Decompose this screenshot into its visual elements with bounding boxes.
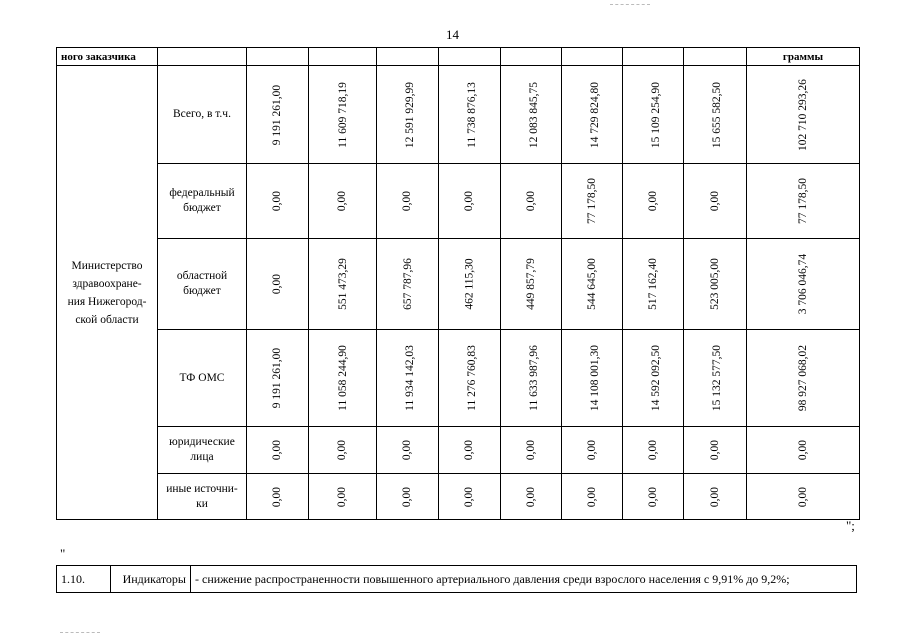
value-cell xyxy=(439,474,501,520)
value-text: 14 108 001,30 xyxy=(589,344,602,412)
value-cell xyxy=(562,164,623,239)
table-row xyxy=(57,330,860,427)
indicator-text: - снижение распространенности повышенного артериального давления среди взрослого населения с 9,91% до 9,2%; xyxy=(191,566,857,593)
value-text: 462 115,30 xyxy=(463,258,476,310)
table-row xyxy=(57,427,860,474)
value-text: 0,00 xyxy=(647,190,659,212)
value-text: 14 592 092,50 xyxy=(650,344,663,412)
value-text: 14 729 824,80 xyxy=(589,81,602,148)
value-cell xyxy=(562,427,623,474)
value-text: 12 083 845,75 xyxy=(528,81,541,148)
value-cell xyxy=(501,164,562,239)
value-text: 0,00 xyxy=(401,190,414,212)
value-cell xyxy=(501,427,562,474)
value-text: 0,00 xyxy=(271,273,284,295)
value-cell xyxy=(247,66,309,164)
value-text: 0,00 xyxy=(271,486,284,507)
value-text: 0,00 xyxy=(586,486,598,507)
organization-cell xyxy=(57,66,158,520)
funding-source-label: иные источни- xyxy=(166,482,238,495)
header-empty-cell xyxy=(439,48,501,66)
header-empty-cell xyxy=(309,48,377,66)
organization-line: ской области xyxy=(75,313,139,326)
value-text: 77 178,50 xyxy=(797,178,809,224)
value-text: 0,00 xyxy=(525,439,537,461)
indicator-row xyxy=(57,566,857,593)
value-cell xyxy=(623,164,684,239)
value-cell xyxy=(247,427,309,474)
scan-artifact-line xyxy=(60,632,100,633)
value-text: 551 473,29 xyxy=(336,258,349,310)
header-empty-cell xyxy=(623,48,684,66)
value-text: 15 132 577,50 xyxy=(711,344,724,412)
value-cell xyxy=(377,66,439,164)
value-text: 0,00 xyxy=(797,439,809,461)
value-text: 11 934 142,03 xyxy=(403,345,416,411)
value-text: 517 162,40 xyxy=(647,258,659,310)
value-text: 0,00 xyxy=(336,486,349,507)
value-text: 3 706 046,74 xyxy=(797,253,809,315)
funding-source-cell xyxy=(158,474,247,520)
funding-source-label: ки xyxy=(196,497,208,510)
funding-source-cell xyxy=(158,164,247,239)
value-text: 0,00 xyxy=(271,439,284,461)
funding-source-label: Всего, в т.ч. xyxy=(173,108,231,120)
value-cell xyxy=(501,330,562,427)
funding-source-label: ТФ ОМС xyxy=(179,371,225,384)
value-cell xyxy=(309,66,377,164)
value-cell xyxy=(439,427,501,474)
value-text: 0,00 xyxy=(463,486,476,507)
funding-source-label: юридические xyxy=(169,436,235,448)
scan-artifact-line xyxy=(610,4,650,5)
value-cell xyxy=(247,330,309,427)
funding-source-label: бюджет xyxy=(183,285,221,297)
value-text: 11 058 244,90 xyxy=(336,345,349,411)
table-header-row xyxy=(57,48,860,66)
value-text: 0,00 xyxy=(525,486,537,507)
header-empty-cell xyxy=(501,48,562,66)
value-cell xyxy=(377,427,439,474)
value-cell xyxy=(377,474,439,520)
table-row xyxy=(57,474,860,520)
value-cell xyxy=(377,330,439,427)
value-text: 0,00 xyxy=(709,486,721,507)
value-cell xyxy=(309,330,377,427)
value-text: 0,00 xyxy=(463,439,476,461)
value-text: 0,00 xyxy=(647,439,659,461)
header-empty-cell xyxy=(247,48,309,66)
funding-source-label: бюджет xyxy=(183,202,221,214)
header-empty-cell xyxy=(684,48,747,66)
value-text: 0,00 xyxy=(709,190,721,212)
value-text: 9 191 261,00 xyxy=(271,347,284,409)
value-text: 449 857,79 xyxy=(525,258,537,310)
indicator-number: 1.10. xyxy=(57,566,111,593)
value-cell xyxy=(439,164,501,239)
value-text: 0,00 xyxy=(336,190,349,212)
value-cell xyxy=(623,66,684,164)
value-cell xyxy=(684,239,747,330)
value-cell xyxy=(562,330,623,427)
indicator-title: Индикаторы xyxy=(111,566,191,593)
value-text: 0,00 xyxy=(401,439,414,461)
organization-line: здравоохране- xyxy=(72,277,142,290)
table-row xyxy=(57,66,860,164)
value-cell xyxy=(247,239,309,330)
page-number: 14 xyxy=(446,27,459,42)
value-cell xyxy=(747,474,860,520)
value-text: 544 645,00 xyxy=(586,258,598,310)
value-cell xyxy=(747,164,860,239)
organization-line: ния Нижегород- xyxy=(67,295,147,308)
header-program-cell: граммы xyxy=(747,48,860,66)
organization-line: Министерство xyxy=(71,259,143,272)
value-text: 0,00 xyxy=(463,190,476,212)
closing-quote: "; xyxy=(846,518,855,533)
value-cell xyxy=(684,66,747,164)
value-text: 0,00 xyxy=(271,190,284,212)
value-text: 0,00 xyxy=(647,486,659,507)
table-row xyxy=(57,164,860,239)
value-text: 523 005,00 xyxy=(709,258,721,310)
indicator-table xyxy=(56,565,857,593)
value-cell xyxy=(247,164,309,239)
header-empty-cell xyxy=(158,48,247,66)
value-cell xyxy=(439,239,501,330)
value-cell xyxy=(309,239,377,330)
value-text: 15 109 254,90 xyxy=(650,81,663,148)
value-text: 0,00 xyxy=(525,190,537,212)
value-cell xyxy=(684,330,747,427)
value-cell xyxy=(439,330,501,427)
funding-source-label: федеральный xyxy=(169,187,235,199)
value-text: 0,00 xyxy=(586,439,598,461)
funding-table xyxy=(56,47,860,520)
value-cell xyxy=(623,427,684,474)
value-cell xyxy=(309,427,377,474)
funding-source-cell xyxy=(158,330,247,427)
value-cell xyxy=(684,427,747,474)
value-cell xyxy=(501,474,562,520)
value-cell xyxy=(684,164,747,239)
header-empty-cell xyxy=(562,48,623,66)
value-text: 657 787,96 xyxy=(401,258,414,310)
value-text: 9 191 261,00 xyxy=(271,84,284,145)
value-cell xyxy=(562,239,623,330)
value-text: 0,00 xyxy=(709,439,721,461)
value-text: 102 710 293,26 xyxy=(797,78,809,151)
value-cell xyxy=(309,474,377,520)
value-text: 15 655 582,50 xyxy=(711,81,724,148)
table-row xyxy=(57,239,860,330)
header-customer-cell: ного заказчика xyxy=(57,48,158,66)
value-text: 12 591 929,99 xyxy=(404,81,417,148)
value-text: 0,00 xyxy=(797,486,809,507)
opening-quote: " xyxy=(60,546,66,561)
header-empty-cell xyxy=(377,48,439,66)
value-text: 0,00 xyxy=(401,486,414,507)
funding-source-cell xyxy=(158,427,247,474)
funding-source-label: лица xyxy=(190,451,214,463)
value-text: 11 633 987,96 xyxy=(527,345,540,411)
value-cell xyxy=(747,66,860,164)
value-cell xyxy=(747,330,860,427)
value-cell xyxy=(562,66,623,164)
value-cell xyxy=(623,239,684,330)
value-cell xyxy=(377,164,439,239)
value-cell xyxy=(247,474,309,520)
value-text: 11 738 876,13 xyxy=(465,81,478,148)
value-text: 11 609 718,19 xyxy=(336,81,349,148)
value-cell xyxy=(747,427,860,474)
value-cell xyxy=(439,66,501,164)
value-cell xyxy=(377,239,439,330)
funding-source-cell xyxy=(158,66,247,164)
value-text: 0,00 xyxy=(336,439,349,461)
value-cell xyxy=(684,474,747,520)
value-cell xyxy=(501,239,562,330)
funding-source-label: областной xyxy=(176,270,228,282)
value-cell xyxy=(623,330,684,427)
value-text: 98 927 068,02 xyxy=(797,344,809,412)
value-text: 11 276 760,83 xyxy=(465,345,478,411)
value-text: 77 178,50 xyxy=(586,178,598,224)
value-cell xyxy=(562,474,623,520)
value-cell xyxy=(623,474,684,520)
value-cell xyxy=(309,164,377,239)
funding-source-cell xyxy=(158,239,247,330)
value-cell xyxy=(501,66,562,164)
value-cell xyxy=(747,239,860,330)
